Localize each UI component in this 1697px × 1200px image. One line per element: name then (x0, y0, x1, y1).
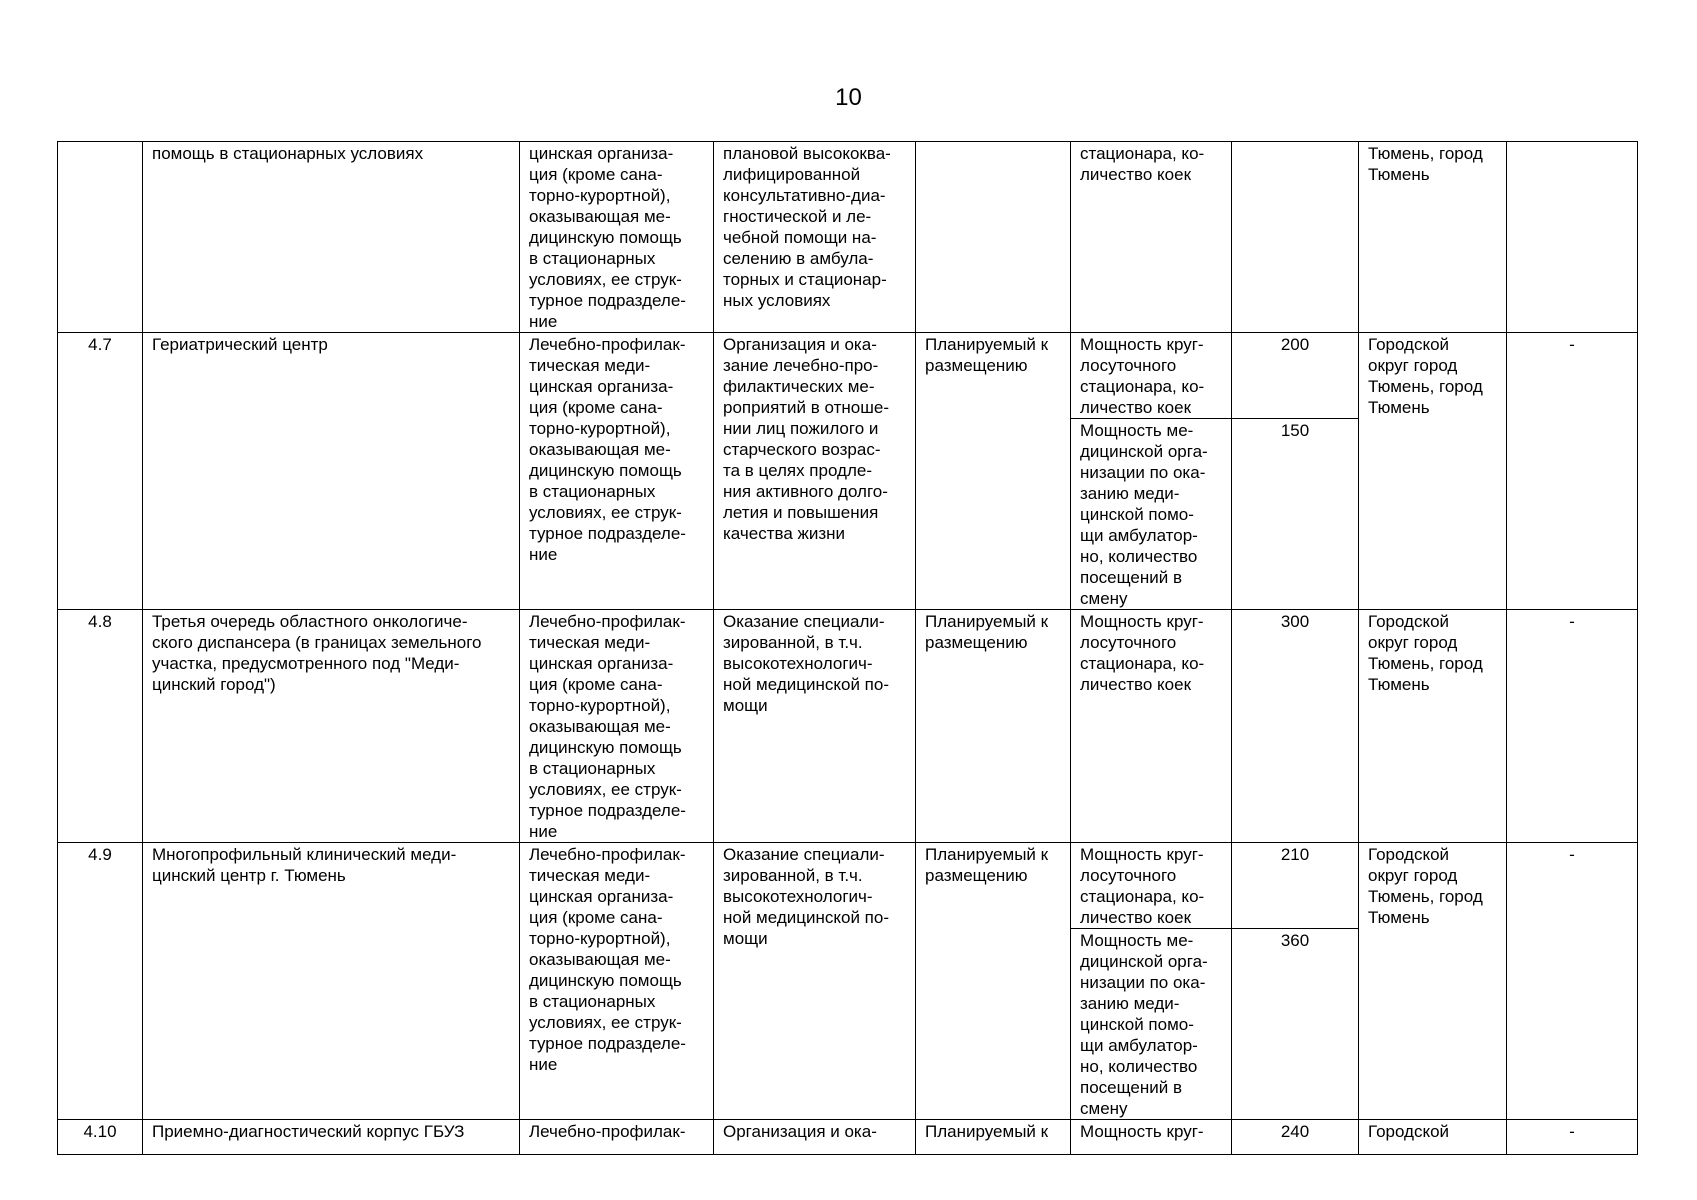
parameter-label-cell: стационара, ко- личество коек (1071, 142, 1232, 333)
table-row (58, 843, 1638, 929)
object-name-cell: Многопрофильный клинический меди- цинский центр г. Тюмень (143, 843, 520, 1120)
object-purpose-cell: плановой высококва- лифицированной консультативно-диа- гностической и ле- чебной помощи на- селению в амбула- торных и стационар- ных условиях (714, 142, 916, 333)
parameter-label-cell: Мощность круг- лосуточного стационара, ко- личество коек (1071, 843, 1232, 929)
object-purpose-cell: Оказание специали- зированной, в т.ч. высокотехнологич- ной медицинской по- мощи (714, 610, 916, 843)
parameter-value-cell: 150 (1232, 419, 1359, 610)
location-cell: Городской округ город Тюмень, город Тюмень (1359, 610, 1507, 843)
zone-cell: - (1507, 843, 1638, 1120)
page-number: 10 (835, 84, 862, 111)
table-row (58, 1120, 1638, 1155)
object-status-cell: Планируемый к (916, 1120, 1071, 1155)
table-row (58, 333, 1638, 419)
parameter-value-cell: 200 (1232, 333, 1359, 419)
object-name-cell: Гериатрический центр (143, 333, 520, 610)
row-number-cell: 4.8 (58, 610, 143, 843)
object-type-cell: Лечебно-профилак- тическая меди- цинская организа- ция (кроме сана- торно-курортной), оказывающая ме- дицинскую помощь в стационарных условиях, ее струк- турное подразделе- ние (520, 843, 714, 1120)
parameter-label-cell: Мощность круг- (1071, 1120, 1232, 1155)
row-number-cell: 4.7 (58, 333, 143, 610)
object-status-cell (916, 142, 1071, 333)
parameter-value-cell (1232, 142, 1359, 333)
object-status-cell: Планируемый к размещению (916, 610, 1071, 843)
object-name-cell: Приемно-диагностический корпус ГБУЗ (143, 1120, 520, 1155)
object-name-cell: помощь в стационарных условиях (143, 142, 520, 333)
object-status-cell: Планируемый к размещению (916, 333, 1071, 610)
parameter-value-cell: 360 (1232, 929, 1359, 1120)
object-purpose-cell: Оказание специали- зированной, в т.ч. высокотехнологич- ной медицинской по- мощи (714, 843, 916, 1120)
row-number-cell: 4.10 (58, 1120, 143, 1155)
object-type-cell: Лечебно-профилак- тическая меди- цинская организа- ция (кроме сана- торно-курортной), оказывающая ме- дицинскую помощь в стационарных условиях, ее струк- турное подразделе- ние (520, 333, 714, 610)
row-number-cell (58, 142, 143, 333)
parameter-label-cell: Мощность ме- дицинской орга- низации по ока- занию меди- цинской помо- щи амбулатор- но, количество посещений в смену (1071, 419, 1232, 610)
zone-cell: - (1507, 610, 1638, 843)
location-cell: Городской (1359, 1120, 1507, 1155)
object-name-cell: Третья очередь областного онкологиче- ского диспансера (в границах земельного участка, предусмотренного под "Меди- цинский город") (143, 610, 520, 843)
zone-cell: - (1507, 1120, 1638, 1155)
table-body (58, 142, 1638, 1155)
table-row (58, 142, 1638, 333)
row-number-cell: 4.9 (58, 843, 143, 1120)
location-cell: Городской округ город Тюмень, город Тюмень (1359, 843, 1507, 1120)
location-cell: Городской округ город Тюмень, город Тюмень (1359, 333, 1507, 610)
object-purpose-cell: Организация и ока- (714, 1120, 916, 1155)
parameter-value-cell: 240 (1232, 1120, 1359, 1155)
object-type-cell: Лечебно-профилак- тическая меди- цинская организа- ция (кроме сана- торно-курортной), оказывающая ме- дицинскую помощь в стационарных условиях, ее струк- турное подразделе- ние (520, 610, 714, 843)
location-cell: Тюмень, город Тюмень (1359, 142, 1507, 333)
zone-cell: - (1507, 333, 1638, 610)
parameter-value-cell: 300 (1232, 610, 1359, 843)
zone-cell (1507, 142, 1638, 333)
parameter-label-cell: Мощность круг- лосуточного стационара, ко- личество коек (1071, 610, 1232, 843)
parameter-value-cell: 210 (1232, 843, 1359, 929)
parameter-label-cell: Мощность круг- лосуточного стационара, ко- личество коек (1071, 333, 1232, 419)
object-type-cell: Лечебно-профилак- (520, 1120, 714, 1155)
objects-table (57, 141, 1638, 1155)
object-purpose-cell: Организация и ока- зание лечебно-про- филактических ме- роприятий в отноше- нии лиц пожилого и старческого возрас- та в целях продле- ния активного долго- летия и повышения качества жизни (714, 333, 916, 610)
object-type-cell: цинская организа- ция (кроме сана- торно-курортной), оказывающая ме- дицинскую помощь в стационарных условиях, ее струк- турное подразделе- ние (520, 142, 714, 333)
table-row (58, 610, 1638, 843)
parameter-label-cell: Мощность ме- дицинской орга- низации по ока- занию меди- цинской помо- щи амбулатор- но, количество посещений в смену (1071, 929, 1232, 1120)
object-status-cell: Планируемый к размещению (916, 843, 1071, 1120)
